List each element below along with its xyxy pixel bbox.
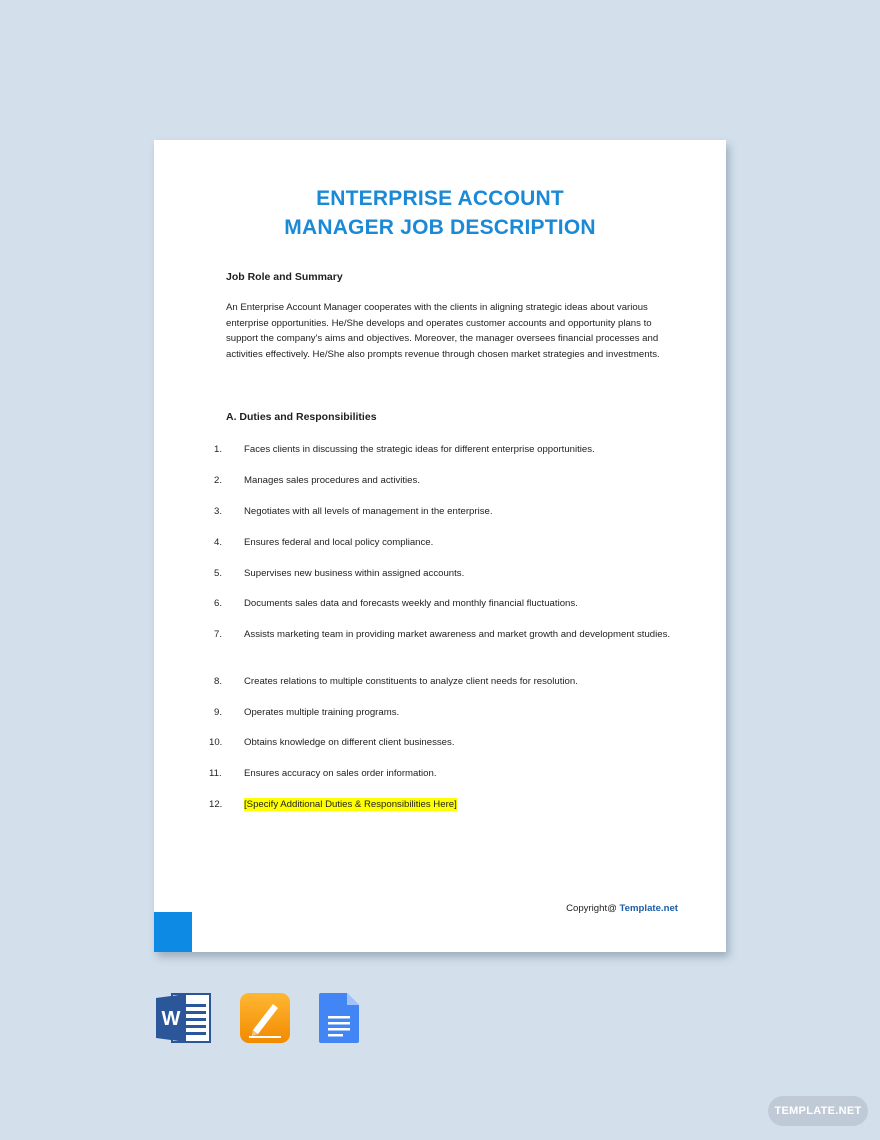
copyright-prefix: Copyright@ [566,903,620,914]
duty-number: 8. [214,676,223,687]
duty-text: Ensures accuracy on sales order information. [244,768,437,779]
duty-text: Ensures federal and local policy compliance. [244,537,434,548]
duty-item [214,705,674,721]
summary-paragraph: An Enterprise Account Manager cooperates with the clients in aligning strategic ideas about various enterprise opportunities. He/She develops and operates customer accounts and opportunity plans to support the company's aims and objectives. Moreover, the manager oversees financial processes and activities effectively. He/She also prompts revenue through chosen market strategies and investments. [226,302,660,360]
duty-number: 7. [214,629,223,640]
duty-text: Documents sales data and forecasts weekly and monthly financial fluctuations. [244,598,578,609]
duty-text: Manages sales procedures and activities. [244,475,420,486]
duty-text: Supervises new business within assigned accounts. [244,568,465,579]
duty-number: 11. [209,768,222,779]
highlighted-placeholder-text[interactable]: [Specify Additional Duties & Responsibilities Here] [244,799,457,810]
duty-item [214,535,674,551]
duties-heading: A. Duties and Responsibilities [226,411,377,423]
duty-number: 2. [214,475,223,486]
google-docs-icon[interactable] [318,992,360,1049]
duty-text: Creates relations to multiple constituents to analyze client needs for resolution. [244,676,578,687]
duty-item [209,735,674,751]
duty-number: 1. [214,444,223,455]
duty-number: 10. [209,737,223,748]
duty-number: 9. [214,707,223,718]
duty-item [214,627,674,643]
duty-item [214,566,674,582]
duty-number: 4. [214,537,223,548]
duty-number: 12. [209,799,223,810]
template-net-badge[interactable]: TEMPLATE.NET [768,1096,868,1126]
duty-text: Operates multiple training programs. [244,707,400,718]
word-letter: W [161,1008,181,1030]
title-line-1: ENTERPRISE ACCOUNT [316,187,564,210]
duty-item [209,766,674,782]
template-net-link[interactable]: Template.net [619,903,678,914]
duty-item [214,473,674,489]
duty-item [209,797,674,813]
duty-text: Assists marketing team in providing market awareness and market growth and development studies. [244,629,671,640]
duty-item [214,504,674,520]
copyright-notice [566,903,678,914]
duty-text: Negotiates with all levels of management in the enterprise. [244,506,493,517]
duty-item [214,674,674,690]
document-page [154,140,726,952]
duty-item [214,596,674,612]
duty-number: 3. [214,506,223,517]
summary-heading: Job Role and Summary [226,271,343,283]
accent-square [154,912,192,952]
duty-text: Faces clients in discussing the strategic ideas for different enterprise opportunities. [244,444,595,455]
duty-text: Obtains knowledge on different client businesses. [244,737,455,748]
pages-icon[interactable] [239,992,291,1049]
duty-number: 5. [214,568,223,579]
word-icon[interactable] [154,992,212,1049]
document-title [154,184,726,242]
title-line-2: MANAGER JOB DESCRIPTION [284,216,596,239]
duty-item [214,442,674,458]
duty-number: 6. [214,598,223,609]
